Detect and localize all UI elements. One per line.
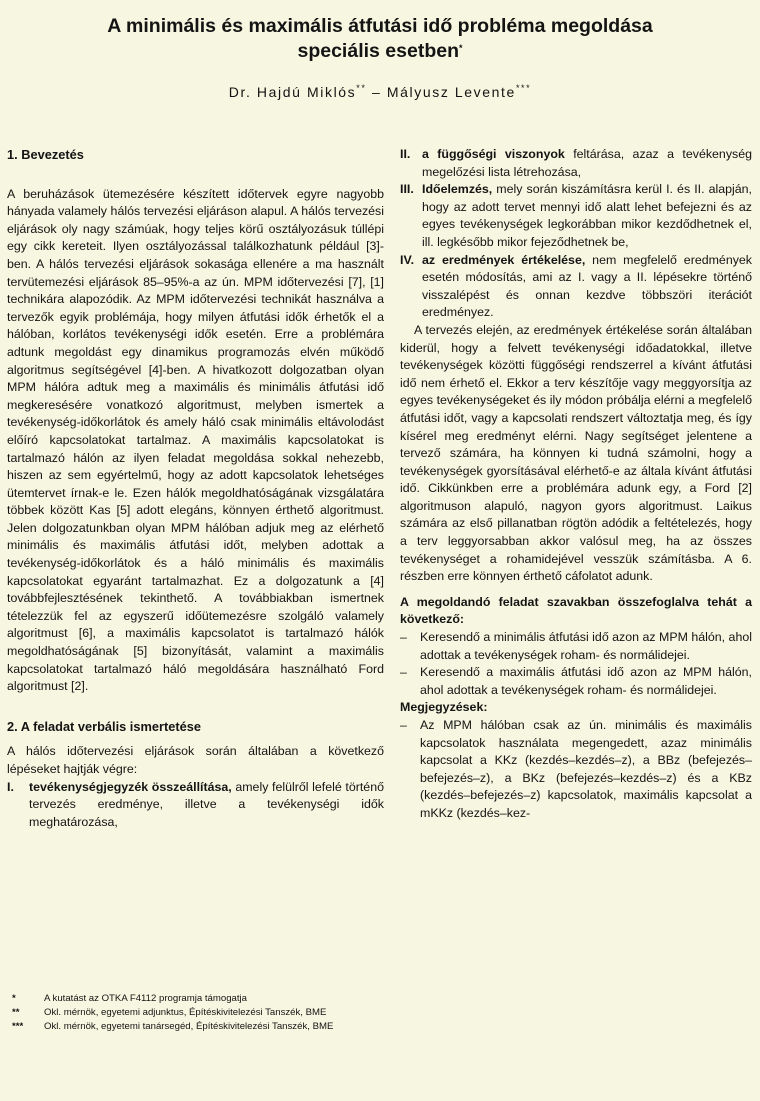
- section-1-paragraph: A beruházások ütemezésére készített időtervek egyre nagyobb hányada valamely hálós tervezési eljáráson alapul. A hálós tervezési eljárások oly nagy számúak, hogy teljes körű osztályozásuk túllépi egy cikk kereteit. Ilyen osztályozással találkozhatunk például [3]-ben. A hálós tervezési eljárások sokasága ellenére a ma használt tervütemezési eljárások 85–95%-a az ún. MPM időtervezési [7], [1] technikára alapozódik. Az MPM időtervezési technikát használva a tervezők egyik problémája, hogy milyen átfutási idők érhetők el a hálóban, korlátos tevékenységi idők esetén. Erre a problémára adtunk megoldást egy dinamikus programozás elvén működő algoritmus segítségével [4]-ben. A hivatkozott dolgozatban olyan MPM hálóra adtuk meg a maximális és minimális átfutási idő megkeresésére vonatkozó algoritmust, melyben ismertek a tevékenység-időkorlátok és amely háló csak minimális eltávolodást előíró kapcsolatokat tartalmaz. A maximális kapcsolatokat is tartalmazó hálón az ilyen feladat megoldása sokkal nehezebb, hiszen az sem egyértelmű, hogy az adott kapcsolatok lehetséges ütemtervet írnak-e le. Ezen hálók megoldhatóságának vizsgálatára többek között Kas [5] adott elegáns, könnyen érthető algoritmust. Jelen dolgozatunkban olyan MPM hálóban adjuk meg az elérhető minimális és maximális átfutási időt, melyben adottak a tevékenység-időkorlátok és a háló minimális és maximális kapcsolatokat egyaránt tartalmazhat. Ez a dolgozatunk a [4] továbbfejlesztésének tekinthető. A továbbiakban ismertnek tételezzük fel az egyszerű időütemezésre szolgáló valamely algoritmust [6], a maximális kapcsolatot is tartalmazó hálók megoldhatóságának [5] bizonyítását, valamint a maximális kapcsolatokat tartalmazó háló megoldására használható Ford algoritmust [2].: [7, 186, 384, 694]
- step-3-text: [422, 181, 752, 251]
- author-line: [40, 84, 720, 100]
- notes-item-1: [400, 717, 752, 823]
- step-3-item: [400, 181, 752, 251]
- step-2-item: [400, 146, 752, 181]
- footnote-mark: **: [12, 1007, 20, 1018]
- notes-item-1-text: Az MPM hálóban csak az ún. minimális és maximális kapcsolatok használata megengedett, azaz minimális kapcsolat a KKz (kezdés–kezdés–z), a BBz (befejezés–befejezés–z), a BKz (befejezés–kezdés–z) és a KBz (kezdés–befejezés–z) kapcsolatok, maximális kapcsolat a mKKz (kezdés–kez-: [420, 718, 752, 820]
- footnote: [12, 1006, 452, 1020]
- author-1: Dr. Hajdú Miklós: [228, 84, 357, 100]
- footnote-mark: ***: [12, 1021, 24, 1032]
- step-4-number: IV.: [400, 252, 415, 267]
- step-1-rest: amely felülről lefelé történő tervezés eredménye, illetve a tevékenységi idők meghatározása,: [29, 779, 384, 829]
- section-1-heading: 1. Bevezetés: [7, 147, 84, 162]
- step-3-number: III.: [400, 182, 414, 197]
- dash-mark: –: [400, 665, 407, 680]
- footnote-mark: *: [12, 993, 16, 1004]
- footnote-text: Okl. mérnök, egyetemi tanársegéd, Építéskivitelezési Tanszék, BME: [44, 1021, 334, 1032]
- step-4-text: [422, 252, 752, 322]
- summary-item-1: [400, 629, 752, 664]
- section-2-intro: A hálós időtervezési eljárások során általában a következő lépéseket hajtják végre:: [7, 744, 384, 776]
- step-1-item: [7, 779, 384, 832]
- title-line-1: A minimális és maximális átfutási idő probléma megoldása: [107, 15, 653, 37]
- author-1-footnote-mark: **: [356, 83, 367, 93]
- step-1-text: [29, 779, 384, 832]
- summary-heading: A megoldandó feladat szavakban összefoglalva tehát a következő:: [400, 594, 752, 627]
- summary-item-2-text: Keresendő a maximális átfutási idő azon az MPM hálón, ahol adottak a tevékenységek roham- és normálidejei.: [420, 665, 752, 697]
- step-2-number: II.: [400, 147, 411, 161]
- footnote: [12, 1020, 452, 1034]
- section-2-heading: 2. A feladat verbális ismertetése: [7, 718, 201, 734]
- step-1-number: I.: [7, 779, 14, 794]
- author-2-footnote-mark: ***: [515, 83, 532, 93]
- step-2-bold: a függőségi viszonyok: [422, 147, 565, 161]
- summary-item-1-text: Keresendő a minimális átfutási idő azon az MPM hálón, ahol adottak a tevékenységek roham- és normálidejei.: [420, 630, 752, 662]
- step-1-bold: tevékenységjegyzék összeállítása,: [29, 779, 232, 794]
- planning-paragraph: A tervezés elején, az eredmények értékelése során általában kiderül, hogy a felvett tevékenységi időadatokkal, illetve tevékenységek közötti függőségi rendszerrel a kívánt átfutási idő nem érhető el. Ekkor a terv készítője vagy meggyorsítja az egyes tevékenységeket és ily módon próbálja elérni a megfelelő átfutási időt, vagy a kapcsolati rendszert változtatja meg, és így kísérel meg eredményt elérni. Nagy segítséget jelentene a tervező számára, ha könnyen ki tudná számolni, hogy a tevékenységek gyorsításával elérhető-e az általa kívánt átfutási idő. Cikkünkben erre a problémára adunk egy, a Ford [2] algoritmuson alapuló, nagyon gyors algoritmust. Laikus számára az első pillanatban rögtön adódik a feltételezés, hogy a terv leggyorsabban akkor valósul meg, ha az összes tevékenységet a rohamidejével vesszük számításba. A 6. részben erre könnyen érthető cáfolatot adunk.: [400, 322, 752, 584]
- dash-mark: –: [400, 718, 407, 732]
- right-column: [400, 146, 752, 823]
- dash-mark: –: [400, 630, 407, 645]
- footnotes: [12, 992, 452, 1034]
- author-separator: –: [366, 84, 387, 100]
- step-3-bold: Időelemzés,: [422, 182, 493, 197]
- step-3-rest: mely során kiszámításra kerül I. és II. alapján, hogy az adott tervet mennyi idő alatt lehet befejezni és az egyes tevékenységek legkorábban mikor kezdődhetnek el, ill. legkésőbb mikor fejeződhetnek be,: [422, 182, 752, 249]
- step-2-rest: feltárása, azaz a tevékenység megelőzési lista létrehozása,: [422, 147, 752, 179]
- notes-heading: Megjegyzések:: [400, 700, 488, 715]
- title-line-2: speciális esetben: [297, 40, 459, 62]
- author-2: Mályusz Levente: [386, 84, 516, 100]
- step-4-item: [400, 252, 752, 322]
- left-column: [7, 146, 384, 831]
- step-4-rest: nem megfelelő eredmények esetén módosítás, ami az I. vagy a II. lépésekre történő visszalépést és onnan kezdve többszöri iterációt eredményez.: [422, 252, 752, 320]
- footnote: [12, 992, 452, 1006]
- footnote-text: Okl. mérnök, egyetemi adjunktus, Építéskivitelezési Tanszék, BME: [44, 1007, 327, 1018]
- summary-item-2: [400, 664, 752, 699]
- article-title: [40, 14, 720, 64]
- step-2-text: [422, 146, 752, 181]
- title-footnote-mark: *: [459, 43, 463, 53]
- step-4-bold: az eredmények értékelése,: [422, 252, 586, 267]
- footnote-text: A kutatást az OTKA F4112 programja támogatja: [44, 993, 247, 1004]
